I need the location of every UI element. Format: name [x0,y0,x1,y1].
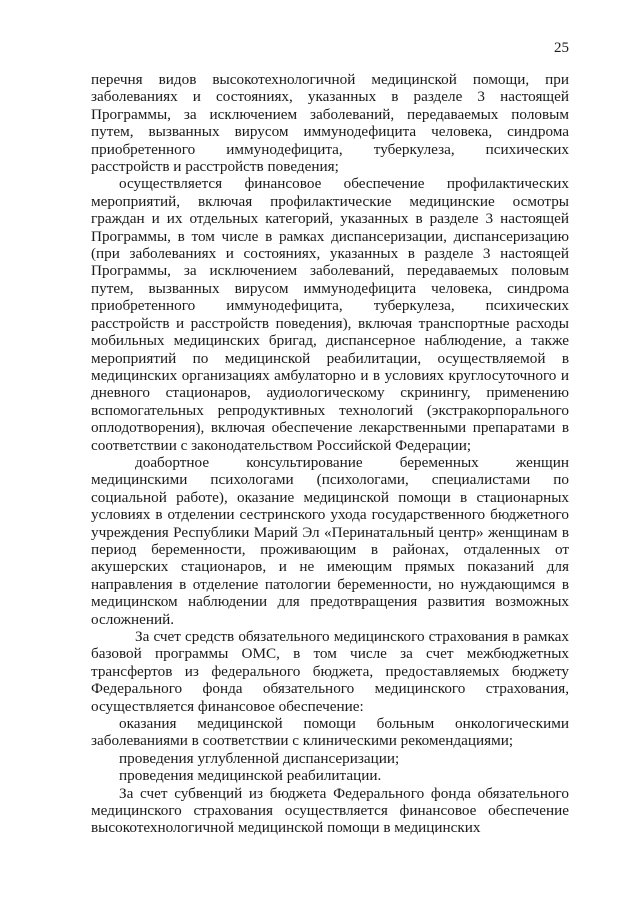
list-item-oncology: оказания медицинской помощи больным онкологическими заболеваниями в соответствии с клиническими рекомендациями; [91,715,569,750]
paragraph-subventions: За счет субвенций из бюджета Федерального фонда обязательного медицинского страхования осуществляется финансовое обеспечение высокотехнологичной медицинской помощи в медицинских [91,784,569,837]
document-body [91,71,569,837]
page-number: 25 [554,40,569,56]
paragraph-preventive-measures: осуществляется финансовое обеспечение профилактических мероприятий, включая профилактические медицинские осмотры граждан и их отдельных категорий, указанных в разделе 3 настоящей Программы, в том числе в рамках диспансеризации, диспансеризацию (при заболеваниях и состояниях, указанных в разделе 3 настоящей Программы, за исключением заболеваний, передаваемых половым путем, вызванных вирусом иммунодефицита человека, синдрома приобретенного иммунодефицита, туберкулеза, психических расстройств и расстройств поведения), включая транспортные расходы мобильных медицинских бригад, диспансерное наблюдение, а также мероприятий по медицинской реабилитации, осуществляемой в медицинских организациях амбулаторно и в условиях круглосуточного и дневного стационаров, аудиологическому скринингу, применению вспомогательных репродуктивных технологий (экстракорпорального оплодотворения), включая обеспечение лекарственными препаратами в соответствии с законодательством Российской Федерации; [91,175,569,454]
list-item-dispensarization: проведения углубленной диспансеризации; [119,749,400,767]
paragraph-oms-funding: За счет средств обязательного медицинского страхования в рамках базовой программы ОМС, в том числе за счет межбюджетных трансфертов из федерального бюджета, предоставляемых бюджету Федерального фонда обязательного медицинского страхования, осуществляется финансовое обеспечение: [91,628,569,715]
list-item-rehabilitation: проведения медицинской реабилитации. [119,767,382,785]
paragraph-pre-abortion-counseling: доабортное консультирование беременных женщин медицинскими психологами (психологами, специалистами по социальной работе), оказание медицинской помощи в стационарных условиях в отделении сестринского ухода государственного бюджетного учреждения Республики Марий Эл «Перинатальный центр» женщинам в период беременности, проживающим в районах, отдаленных от акушерских стационаров, и не имеющим прямых показаний для направления в отделение патологии беременности, но нуждающимся в медицинском наблюдении для предотвращения развития возможных осложнений. [91,453,569,628]
paragraph-continuation: перечня видов высокотехнологичной медицинской помощи, при заболеваниях и состояниях, указанных в разделе 3 настоящей Программы, за исключением заболеваний, передаваемых половым путем, вызванных вирусом иммунодефицита человека, синдрома приобретенного иммунодефицита, туберкулеза, психических расстройств и расстройств поведения; [91,71,569,176]
